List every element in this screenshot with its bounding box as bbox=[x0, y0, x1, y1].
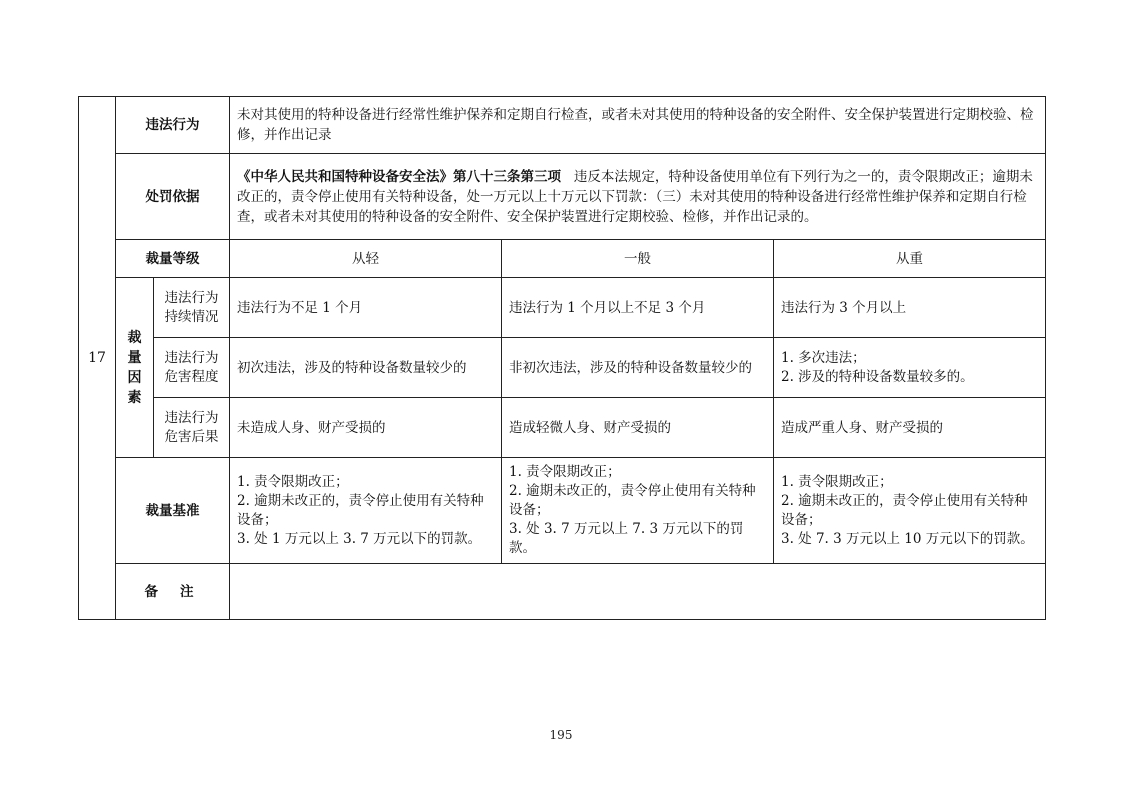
remarks-row bbox=[79, 564, 1046, 620]
factor-row-consequence bbox=[79, 398, 1046, 458]
levels-label: 裁量等级 bbox=[116, 240, 230, 278]
remarks-text bbox=[230, 564, 1046, 620]
penalty-discretion-table bbox=[78, 96, 1046, 620]
factor-label-consequence: 违法行为 危害后果 bbox=[154, 398, 230, 458]
factor-severity-light: 初次违法，涉及的特种设备数量较少的 bbox=[230, 338, 502, 398]
row-number: 17 bbox=[79, 97, 116, 620]
factor-severity-heavy: 1. 多次违法； 2. 涉及的特种设备数量较多的。 bbox=[774, 338, 1046, 398]
factor-severity-normal: 非初次违法，涉及的特种设备数量较少的 bbox=[502, 338, 774, 398]
standard-label: 裁量基准 bbox=[116, 458, 230, 564]
violation-row bbox=[79, 97, 1046, 154]
factor-duration-normal: 违法行为 1 个月以上不足 3 个月 bbox=[502, 278, 774, 338]
factor-consequence-heavy: 造成严重人身、财产受损的 bbox=[774, 398, 1046, 458]
basis-text: 违反本法规定，特种设备使用单位有下列行为之一的，责令限期改正；逾期未改正的，责令停止使用有关特种设备，处一万元以上十万元以下罚款：（三）未对其使用的特种设备进行经常性维护保养和定期自行检查，或者未对其使用的特种设备的安全附件、安全保护装置进行定期校验、检修，并作出记录的。 bbox=[237, 168, 1033, 225]
remarks-label: 备注 bbox=[116, 564, 230, 620]
factor-consequence-normal: 造成轻微人身、财产受损的 bbox=[502, 398, 774, 458]
standard-heavy: 1. 责令限期改正； 2. 逾期未改正的，责令停止使用有关特种设备； 3. 处 7. 3 万元以上 10 万元以下的罚款。 bbox=[774, 458, 1046, 564]
standard-light: 1. 责令限期改正； 2. 逾期未改正的，责令停止使用有关特种设备； 3. 处 1 万元以上 3. 7 万元以下的罚款。 bbox=[230, 458, 502, 564]
basis-title: 《中华人民共和国特种设备安全法》第八十三条第三项 bbox=[237, 168, 561, 185]
factor-duration-light: 违法行为不足 1 个月 bbox=[230, 278, 502, 338]
factor-row-severity bbox=[79, 338, 1046, 398]
violation-label: 违法行为 bbox=[116, 97, 230, 154]
levels-row bbox=[79, 240, 1046, 278]
factor-row-duration bbox=[79, 278, 1046, 338]
level-light: 从轻 bbox=[230, 240, 502, 278]
factors-label: 裁 量 因 素 bbox=[116, 278, 154, 458]
document-page bbox=[78, 96, 1046, 620]
level-heavy: 从重 bbox=[774, 240, 1046, 278]
standard-normal: 1. 责令限期改正； 2. 逾期未改正的，责令停止使用有关特种设备； 3. 处 3. 7 万元以上 7. 3 万元以下的罚款。 bbox=[502, 458, 774, 564]
violation-text: 未对其使用的特种设备进行经常性维护保养和定期自行检查，或者未对其使用的特种设备的安全附件、安全保护装置进行定期校验、检修，并作出记录 bbox=[230, 97, 1046, 154]
basis-row bbox=[79, 154, 1046, 240]
factor-duration-heavy: 违法行为 3 个月以上 bbox=[774, 278, 1046, 338]
basis-label: 处罚依据 bbox=[116, 154, 230, 240]
standard-row bbox=[79, 458, 1046, 564]
basis-content bbox=[230, 154, 1046, 240]
factor-label-severity: 违法行为 危害程度 bbox=[154, 338, 230, 398]
factor-label-duration: 违法行为 持续情况 bbox=[154, 278, 230, 338]
factor-consequence-light: 未造成人身、财产受损的 bbox=[230, 398, 502, 458]
level-normal: 一般 bbox=[502, 240, 774, 278]
page-number: 195 bbox=[549, 728, 573, 742]
